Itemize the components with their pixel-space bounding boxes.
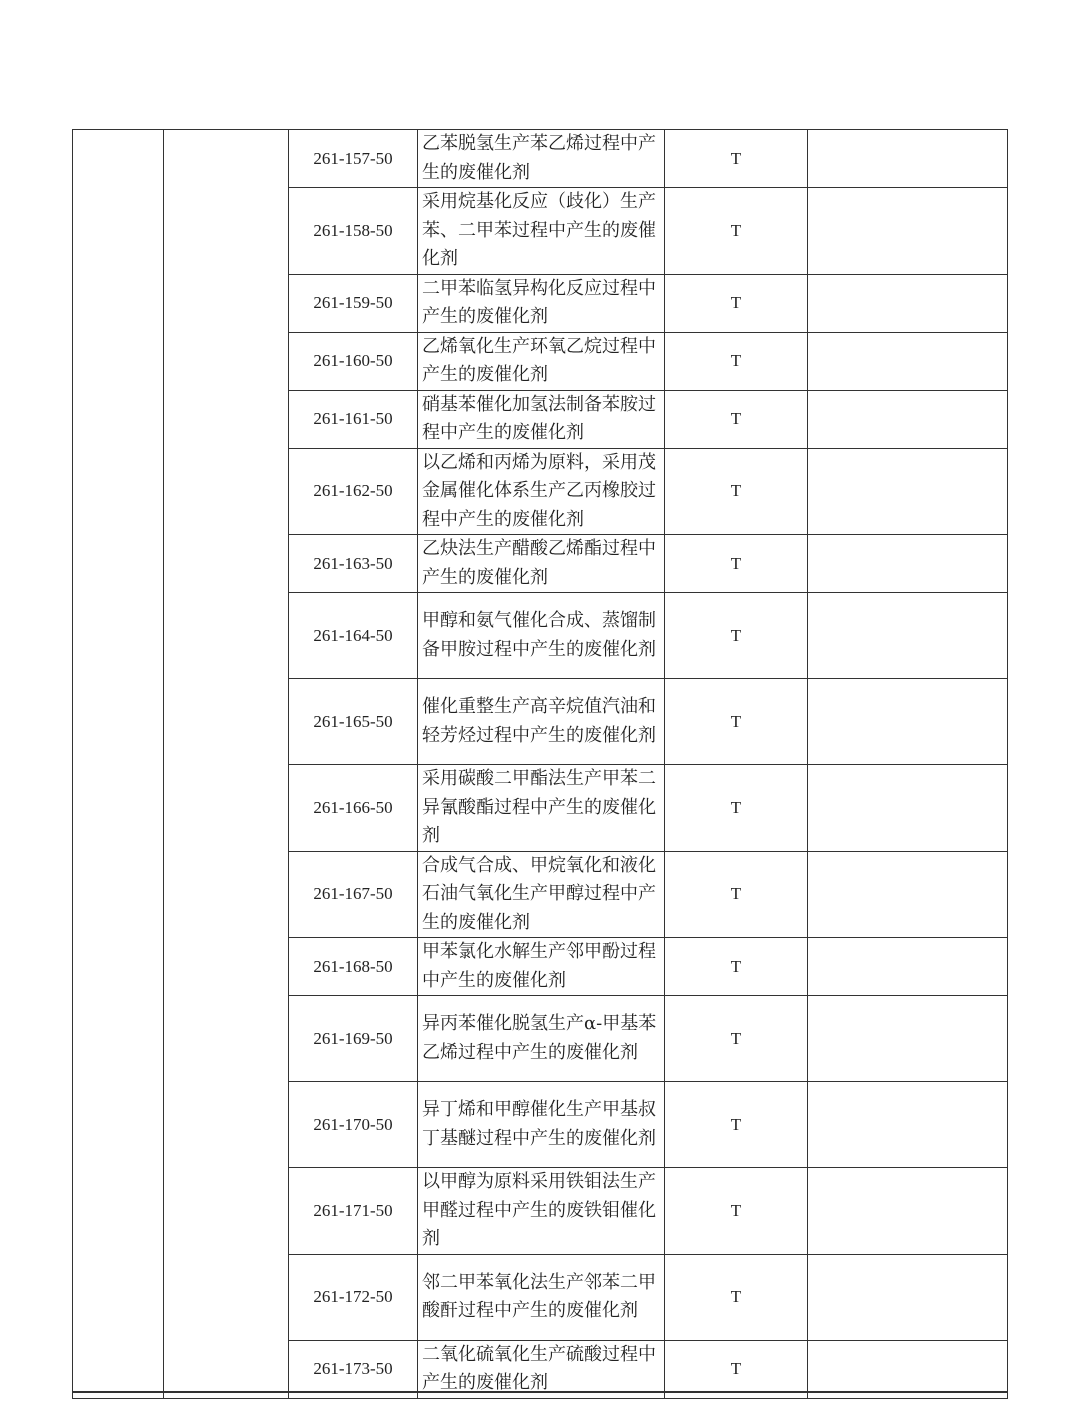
- remarks-cell: [808, 938, 1008, 996]
- waste-description: 甲苯氯化水解生产邻甲酚过程中产生的废催化剂: [418, 938, 665, 996]
- remarks-cell: [808, 679, 1008, 765]
- industry-source-cell: [164, 130, 289, 1399]
- remarks-cell: [808, 765, 1008, 852]
- remarks-cell: [808, 130, 1008, 188]
- remarks-cell: [808, 448, 1008, 535]
- hazard-characteristic: T: [665, 1168, 808, 1255]
- waste-code: 261-163-50: [289, 535, 418, 593]
- hazard-characteristic: T: [665, 679, 808, 765]
- waste-code: 261-162-50: [289, 448, 418, 535]
- waste-description: 合成气合成、甲烷氧化和液化石油气氧化生产甲醇过程中产生的废催化剂: [418, 851, 665, 938]
- waste-code: 261-164-50: [289, 593, 418, 679]
- waste-description: 异丙苯催化脱氢生产α-甲基苯乙烯过程中产生的废催化剂: [418, 996, 665, 1082]
- remarks-cell: [808, 535, 1008, 593]
- hazard-characteristic: T: [665, 996, 808, 1082]
- hazard-characteristic: T: [665, 1254, 808, 1340]
- hazard-characteristic: T: [665, 188, 808, 275]
- waste-code: 261-166-50: [289, 765, 418, 852]
- waste-description: 采用碳酸二甲酯法生产甲苯二异氰酸酯过程中产生的废催化剂: [418, 765, 665, 852]
- waste-description: 以甲醇为原料采用铁钼法生产甲醛过程中产生的废铁钼催化剂: [418, 1168, 665, 1255]
- waste-description: 邻二甲苯氧化法生产邻苯二甲酸酐过程中产生的废催化剂: [418, 1254, 665, 1340]
- hazard-characteristic: T: [665, 130, 808, 188]
- waste-description: 甲醇和氨气催化合成、蒸馏制备甲胺过程中产生的废催化剂: [418, 593, 665, 679]
- waste-description: 乙炔法生产醋酸乙烯酯过程中产生的废催化剂: [418, 535, 665, 593]
- waste-description: 采用烷基化反应（歧化）生产苯、二甲苯过程中产生的废催化剂: [418, 188, 665, 275]
- waste-code: 261-169-50: [289, 996, 418, 1082]
- remarks-cell: [808, 390, 1008, 448]
- remarks-cell: [808, 274, 1008, 332]
- waste-description: 以乙烯和丙烯为原料，采用茂金属催化体系生产乙丙橡胶过程中产生的废催化剂: [418, 448, 665, 535]
- waste-description: 二甲苯临氢异构化反应过程中产生的废催化剂: [418, 274, 665, 332]
- waste-description: 二氧化硫氧化生产硫酸过程中产生的废催化剂: [418, 1340, 665, 1398]
- hazard-characteristic: T: [665, 535, 808, 593]
- hazard-characteristic: T: [665, 593, 808, 679]
- remarks-cell: [808, 1254, 1008, 1340]
- hazard-characteristic: T: [665, 448, 808, 535]
- waste-catalyst-table: [72, 129, 1008, 1399]
- remarks-cell: [808, 1168, 1008, 1255]
- table-body: [73, 130, 1008, 1399]
- table-row: [73, 130, 1008, 188]
- hazard-characteristic: T: [665, 274, 808, 332]
- waste-description: 乙烯氧化生产环氧乙烷过程中产生的废催化剂: [418, 332, 665, 390]
- hazard-characteristic: T: [665, 332, 808, 390]
- waste-description: 异丁烯和甲醇催化生产甲基叔丁基醚过程中产生的废催化剂: [418, 1082, 665, 1168]
- waste-description: 硝基苯催化加氢法制备苯胺过程中产生的废催化剂: [418, 390, 665, 448]
- waste-description: 乙苯脱氢生产苯乙烯过程中产生的废催化剂: [418, 130, 665, 188]
- hazard-characteristic: T: [665, 1082, 808, 1168]
- waste-code: 261-167-50: [289, 851, 418, 938]
- waste-code: 261-168-50: [289, 938, 418, 996]
- hazard-characteristic: T: [665, 765, 808, 852]
- waste-code: 261-157-50: [289, 130, 418, 188]
- waste-code: 261-165-50: [289, 679, 418, 765]
- waste-code: 261-158-50: [289, 188, 418, 275]
- remarks-cell: [808, 1340, 1008, 1398]
- remarks-cell: [808, 851, 1008, 938]
- hazard-characteristic: T: [665, 938, 808, 996]
- waste-code: 261-159-50: [289, 274, 418, 332]
- hazard-characteristic: T: [665, 1340, 808, 1398]
- remarks-cell: [808, 1082, 1008, 1168]
- table-bottom-rule: [72, 1391, 1007, 1393]
- remarks-cell: [808, 332, 1008, 390]
- waste-code: 261-171-50: [289, 1168, 418, 1255]
- waste-code: 261-160-50: [289, 332, 418, 390]
- waste-code: 261-172-50: [289, 1254, 418, 1340]
- remarks-cell: [808, 593, 1008, 679]
- remarks-cell: [808, 188, 1008, 275]
- category-cell: [73, 130, 164, 1399]
- waste-code: 261-173-50: [289, 1340, 418, 1398]
- waste-code: 261-161-50: [289, 390, 418, 448]
- waste-description: 催化重整生产高辛烷值汽油和轻芳烃过程中产生的废催化剂: [418, 679, 665, 765]
- waste-code: 261-170-50: [289, 1082, 418, 1168]
- remarks-cell: [808, 996, 1008, 1082]
- hazard-characteristic: T: [665, 851, 808, 938]
- hazard-characteristic: T: [665, 390, 808, 448]
